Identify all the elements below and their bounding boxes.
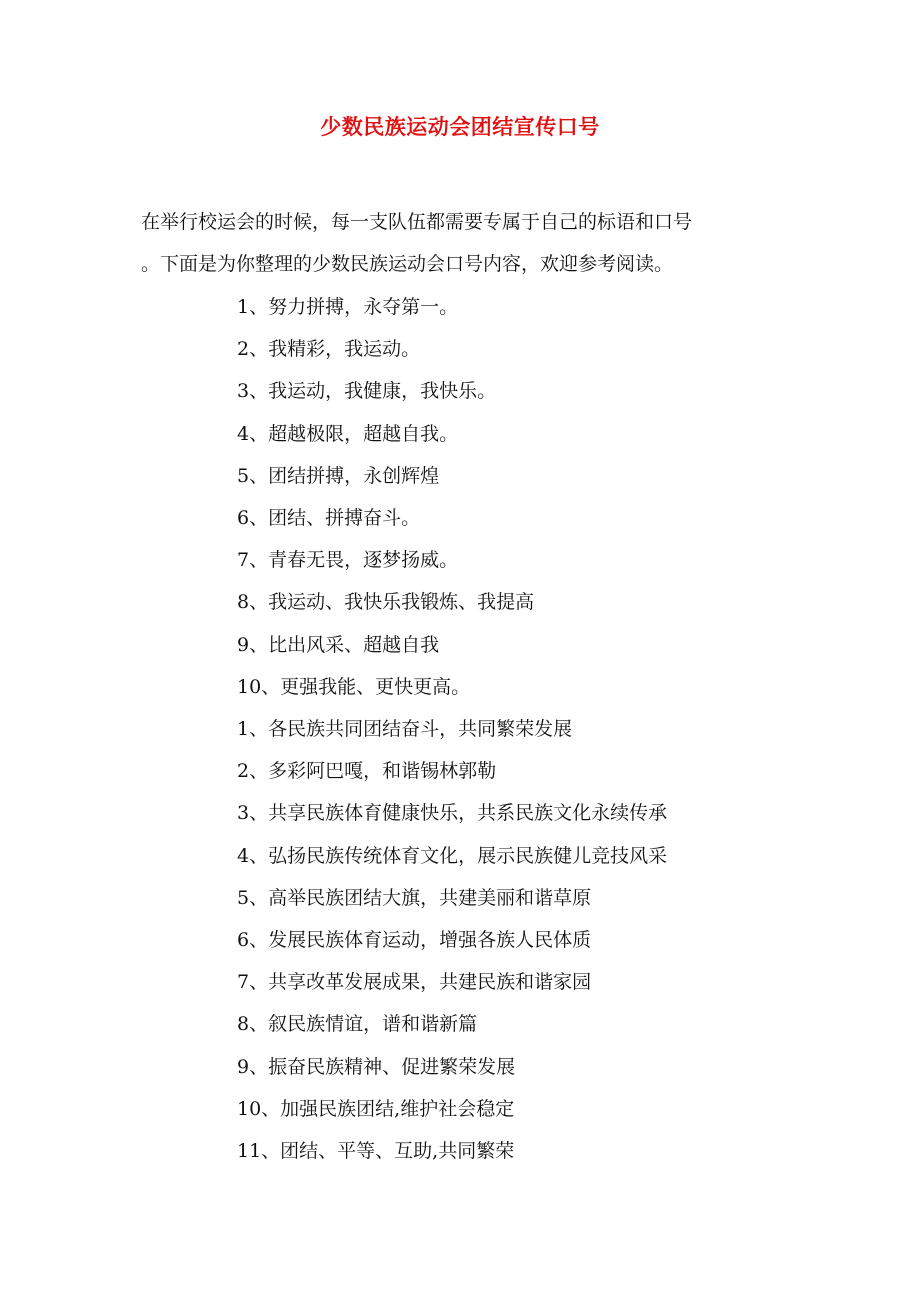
slogan-list (237, 286, 667, 1172)
document-title: 少数民族运动会团结宣传口号 (320, 114, 600, 139)
slogan-item: 7、青春无畏，逐梦扬威。 (237, 549, 459, 572)
slogan-item: 6、团结、拼搏奋斗。 (237, 507, 421, 530)
slogan-item: 10、加强民族团结,维护社会稳定 (237, 1097, 515, 1120)
slogan-item: 1、努力拼搏，永夺第一。 (237, 296, 459, 318)
slogan-item: 4、弘扬民族传统体育文化，展示民族健儿竞技风采 (237, 844, 668, 867)
slogan-item: 7、共享改革发展成果，共建民族和谐家园 (237, 971, 592, 994)
slogan-item: 9、振奋民族精神、促进繁荣发展 (237, 1055, 516, 1078)
slogan-item: 3、共享民族体育健康快乐，共系民族文化永续传承 (237, 802, 668, 825)
slogan-item: 5、团结拼搏，永创辉煌 (237, 464, 440, 487)
slogan-item: 6、发展民族体育运动，增强各族人民体质 (237, 929, 592, 952)
slogan-item: 10、更强我能、更快更高。 (237, 675, 471, 698)
slogan-item: 1、各民族共同团结奋斗，共同繁荣发展 (237, 718, 573, 741)
intro-paragraph (141, 201, 781, 285)
slogan-item: 2、我精彩，我运动。 (237, 338, 421, 361)
slogan-item: 2、多彩阿巴嘎，和谐锡林郭勒 (237, 760, 497, 783)
slogan-item: 5、高举民族团结大旗，共建美丽和谐草原 (237, 886, 592, 909)
slogan-item: 3、我运动，我健康，我快乐。 (237, 380, 497, 403)
slogan-item: 8、我运动、我快乐我锻炼、我提高 (237, 591, 535, 614)
intro-line: 在举行校运会的时候，每一支队伍都需要专属于自己的标语和口号 (141, 211, 693, 233)
slogan-item: 11、团结、平等、互助,共同繁荣 (237, 1140, 515, 1163)
slogan-item: 8、叙民族情谊，谱和谐新篇 (237, 1013, 478, 1036)
slogan-item: 4、超越极限，超越自我。 (237, 422, 459, 445)
intro-line: 。下面是为你整理的少数民族运动会口号内容，欢迎参考阅读。 (141, 253, 674, 275)
slogan-item: 9、比出风采、超越自我 (237, 633, 440, 656)
